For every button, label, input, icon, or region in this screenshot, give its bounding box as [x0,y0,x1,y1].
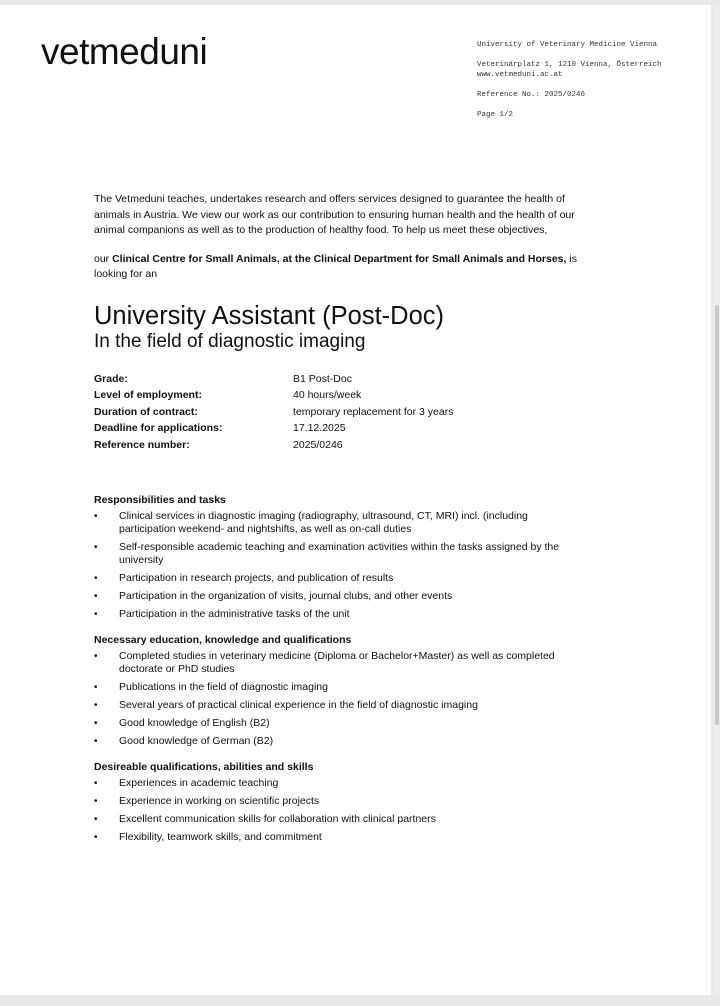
fact-value: 17.12.2025 [293,422,346,434]
looking-prefix: our [94,252,113,265]
institution-address [477,60,702,80]
vertical-scrollbar[interactable] [714,5,720,995]
list-item: • Experience in working on scientific projects [94,795,584,808]
fact-row [94,420,453,437]
section-heading: Responsibilities and tasks [94,494,226,506]
fact-label: Level of employment: [94,389,202,401]
fact-value: 2025/0246 [293,438,343,451]
list-item: • Good knowledge of German (B2) [94,735,584,748]
section-desirable-qualifications [94,760,584,844]
section-responsibilities [94,493,584,621]
address-line: Veterinärplatz 1, 1210 Vienna, Österreich [477,61,662,69]
page-number: Page 1/2 [477,111,514,119]
intro-paragraph: The Vetmeduni teaches, undertakes research and offers services designed to guarantee the health of animals in Austria. We view our work as our contribution to ensuring human health and the health of our animal companions as well as to the production of healthy food. To help us meet these objectives, [94,193,575,236]
unit-name: Clinical Centre for Small Animals, at the Clinical Department for Small Animals and Horses, [112,252,567,265]
fact-row [94,404,453,421]
section-heading: Desireable qualifications, abilities and skills [94,761,314,773]
section-heading: Necessary education, knowledge and qualifications [94,634,352,646]
fact-row [94,437,453,454]
list-item: • Self-responsible academic teaching and examination activities within the tasks assigned by the university [94,541,584,567]
section-necessary-qualifications [94,633,584,748]
reference-line: Reference No.: 2025/0246 [477,91,586,99]
fact-row [94,371,453,388]
list-item: • Experiences in academic teaching [94,777,584,790]
bullet-list [94,510,584,621]
fact-value: temporary replacement for 3 years [293,405,454,418]
fact-label: Duration of contract: [94,405,198,418]
list-item: • Excellent communication skills for collaboration with clinical partners [94,813,584,826]
list-item: • Participation in the administrative tasks of the unit [94,608,584,621]
list-item: • Participation in research projects, and publication of results [94,572,584,585]
fact-label: Reference number: [94,438,190,451]
bullet-list [94,650,584,748]
vetmeduni-logo: vetmeduni [41,31,208,72]
list-item: • Several years of practical clinical experience in the field of diagnostic imaging [94,699,584,712]
list-item: • Good knowledge of English (B2) [94,717,584,730]
fact-label: Grade: [94,372,128,385]
job-facts-table [94,371,453,454]
document-page [0,5,711,995]
job-subtitle: In the field of diagnostic imaging [94,330,366,352]
institution-name: University of Veterinary Medicine Vienna [477,41,658,49]
looking-suffix: is looking for an [94,252,577,280]
scrollbar-thumb[interactable] [715,305,719,725]
fact-value: 40 hours/week [293,389,362,401]
list-item: • Clinical services in diagnostic imaging (radiography, ultrasound, CT, MRI) incl. (including participation weekend- and nightshifts, as well as on-call duties [94,510,584,536]
list-item: • Flexibility, teamwork skills, and commitment [94,831,584,844]
website-line: www.vetmeduni.ac.at [477,71,563,79]
list-item: • Completed studies in veterinary medicine (Diploma or Bachelor+Master) as well as completed doctorate or PhD studies [94,650,584,676]
list-item: • Participation in the organization of visits, journal clubs, and other events [94,590,584,603]
job-title: University Assistant (Post-Doc) [94,301,445,330]
header-meta [477,40,702,130]
fact-label: Deadline for applications: [94,422,223,434]
document-body [94,192,584,856]
fact-value: B1 Post-Doc [293,372,352,385]
bullet-list [94,777,584,844]
fact-row [94,387,453,404]
list-item: • Publications in the field of diagnostic imaging [94,681,584,694]
looking-for-paragraph [94,252,584,283]
